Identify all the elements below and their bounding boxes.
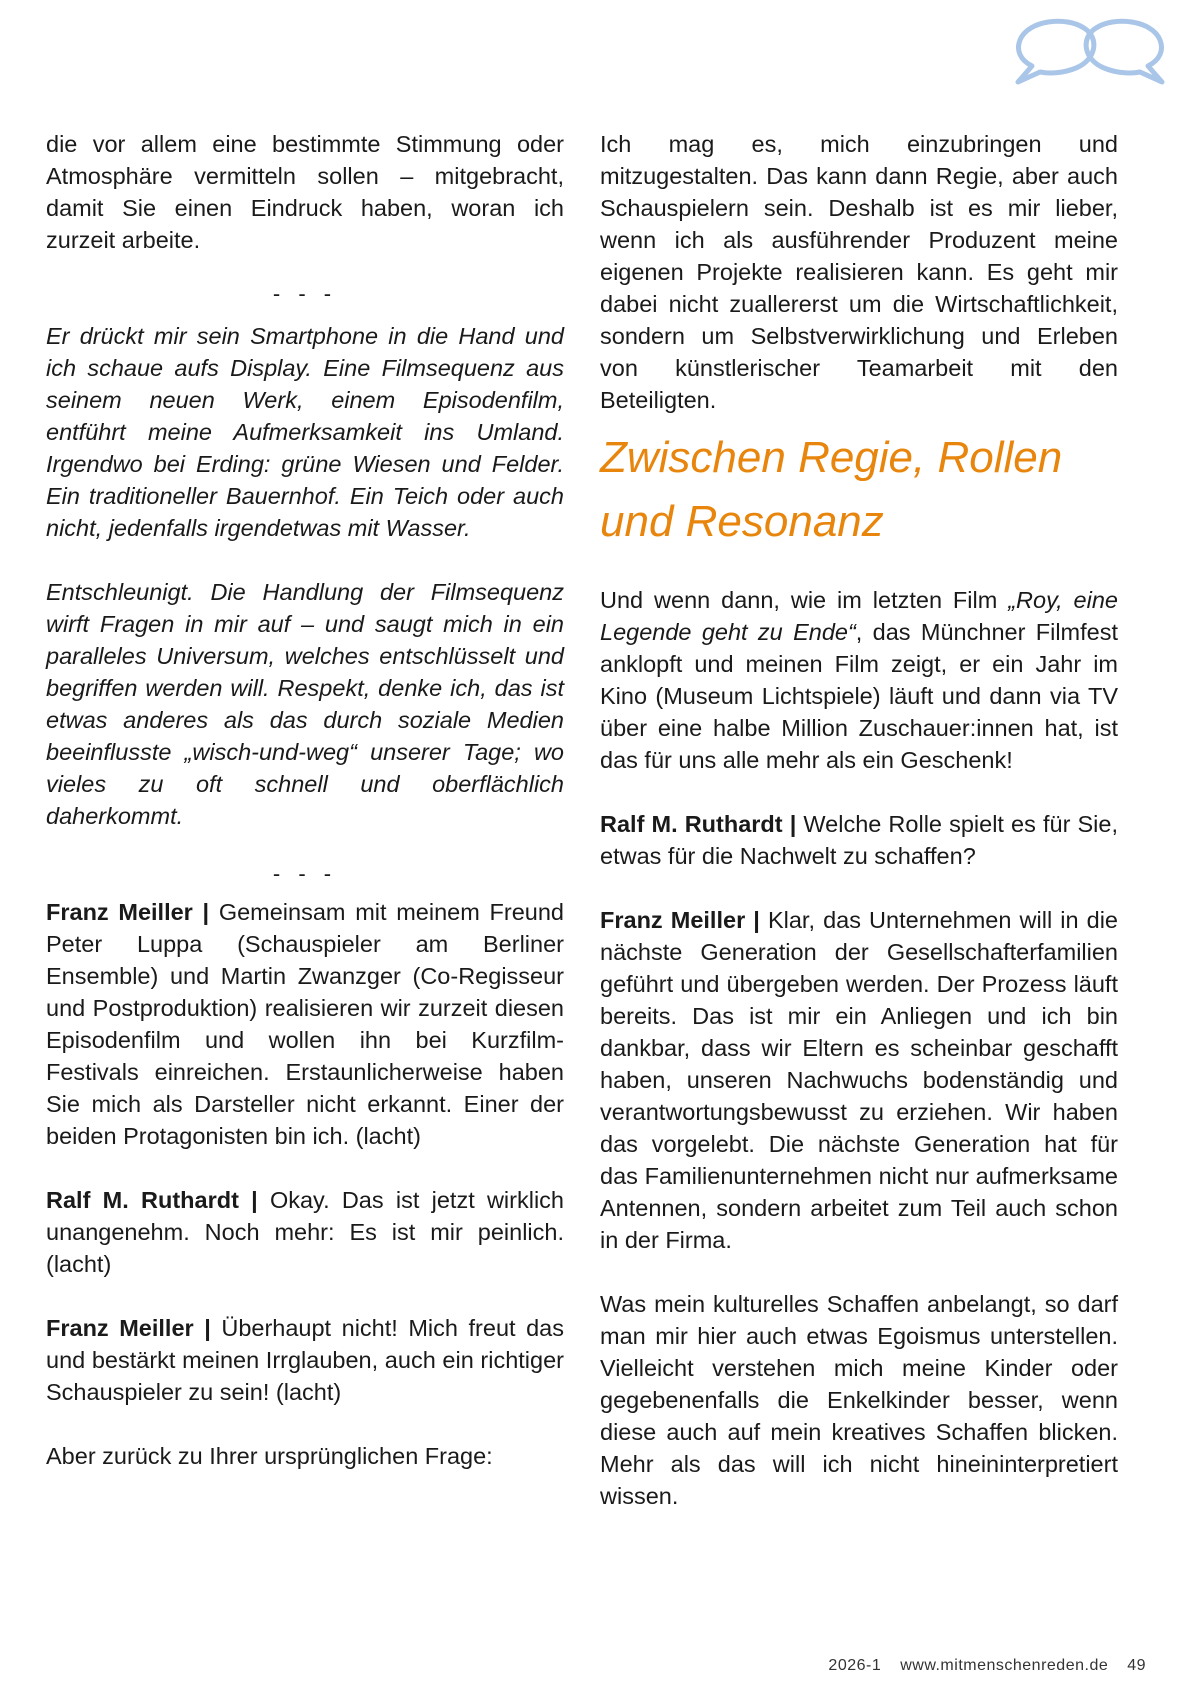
question-text: Welche Rolle spielt es für Sie, etwas für die Nachwelt zu schaffen? [600,811,1118,869]
speech-bubbles-icon [1010,10,1170,90]
speaker-name: Ralf M. Ruthardt | [600,811,797,837]
answer-text: Klar, das Unternehmen will in die nächste Generation der Gesellschafterfamilien geführt und übergeben werden. Der Prozess läuft bereits. Das ist mir ein Anliegen und ich bin dankbar, dass wir Eltern es scheinbar geschafft haben, unseren Nachwuchs bodenständig und verantwortungsbewusst zu erziehen. Wir haben das vorgelebt. Die nächste Generation hat für das Familienunternehmen nicht nur aufmerksame Antennen, sondern arbeitet zum Teil auch schon in der Firma. [600,907,1118,1253]
italic-narration-paragraph: Entschleunigt. Die Handlung der Filmsequenz wirft Fragen in mir auf – und saugt mich in ein paralleles Universum, welches entschlüsselt und begriffen werden will. Respekt, denke ich, das ist etwas anderes als das durch soziale Medien beeinflusste „wisch-und-weg“ unserer Tage; wo vieles zu oft schnell und oberflächlich daherkommt. [46,579,564,829]
right-column [600,128,1118,1512]
interview-answer [46,896,564,1152]
left-column [46,128,564,1472]
question-text: Okay. Das ist jetzt wirklich unangenehm. Noch mehr: Es ist mir peinlich. (lacht) [46,1187,564,1277]
continuation-text: Aber zurück zu Ihrer ursprünglichen Frage: [46,1443,493,1469]
section-heading: Zwischen Regie, Rollen und Resonanz [600,433,1063,546]
italic-narration-paragraph: Er drückt mir sein Smartphone in die Hand und ich schaue aufs Display. Eine Filmsequenz aus seinem neuen Werk, einem Episodenfilm, entführt meine Aufmerksamkeit ins Umland. Irgendwo bei Erding: grüne Wiesen und Felder. Ein traditioneller Bauernhof. Ein Teich oder auch nicht, jedenfalls irgendetwas mit Wasser. [46,323,564,541]
body-paragraph: Was mein kulturelles Schaffen anbelangt, so darf man mir hier auch etwas Egoismus unterstellen. Vielleicht verstehen mich meine Kinder oder gegebenenfalls die Enkelkinder besser, wenn diese auch auf mein kreatives Schaffen blicken. Mehr als das will ich nicht hineininterpretiert wissen. [600,1291,1118,1509]
section-separator: - - - [272,281,338,306]
body-paragraph [600,584,1118,776]
body-text: , das Münchner Filmfest anklopft und meinen Film zeigt, er ein Jahr im Kino (Museum Lichtspiele) läuft und dann via TV über eine halbe Million Zuschauer:innen hat, ist das für uns alle mehr als ein Geschenk! [600,619,1118,773]
website-link[interactable]: www.mitmenschenreden.de [900,1657,1109,1674]
interview-question [600,808,1118,872]
interview-question [46,1184,564,1280]
issue-number: 2026-1 [828,1657,882,1674]
answer-text: Überhaupt nicht! Mich freut das und bestärkt meinen Irrglauben, auch ein richtiger Schauspieler zu sein! (lacht) [46,1315,564,1405]
film-title: „Roy, eine Legende geht zu Ende“ [600,587,1118,645]
page-footer [814,1657,1146,1675]
body-text: Und wenn dann, wie im letzten Film [600,587,1009,613]
left-intro-paragraph: die vor allem eine bestimmte Stimmung oder Atmosphäre vermitteln sollen – mitgebracht, damit Sie einen Eindruck haben, woran ich zurzeit arbeite. [46,131,564,253]
interview-answer [600,904,1118,1256]
speaker-name: Ralf M. Ruthardt | [46,1187,258,1213]
page-number: 49 [1127,1657,1146,1674]
interview-answer [46,1312,564,1408]
speaker-name: Franz Meiller | [600,907,760,933]
answer-text: Gemeinsam mit meinem Freund Peter Luppa (Schauspieler am Berliner Ensemble) und Martin Zwanzger (Co-Regisseur und Postproduktion) realisieren wir zurzeit diesen Episodenfilm und wollen ihn bei Kurzfilm-Festivals einreichen. Erstaunlicherweise haben Sie mich als Darsteller nicht erkannt. Einer der beiden Protagonisten bin ich. (lacht) [46,899,564,1149]
speaker-name: Franz Meiller | [46,899,210,925]
speaker-name: Franz Meiller | [46,1315,211,1341]
section-separator: - - - [272,861,338,886]
right-intro-paragraph: Ich mag es, mich einzubringen und mitzugestalten. Das kann dann Regie, aber auch Schauspielern sein. Deshalb ist es mir lieber, wenn ich als ausführender Produzent meine eigenen Projekte realisieren kann. Es geht mir dabei nicht zuallererst um die Wirtschaftlichkeit, sondern um Selbstverwirklichung und Erleben von künstlerischer Teamarbeit mit den Beteiligten. [600,131,1118,413]
